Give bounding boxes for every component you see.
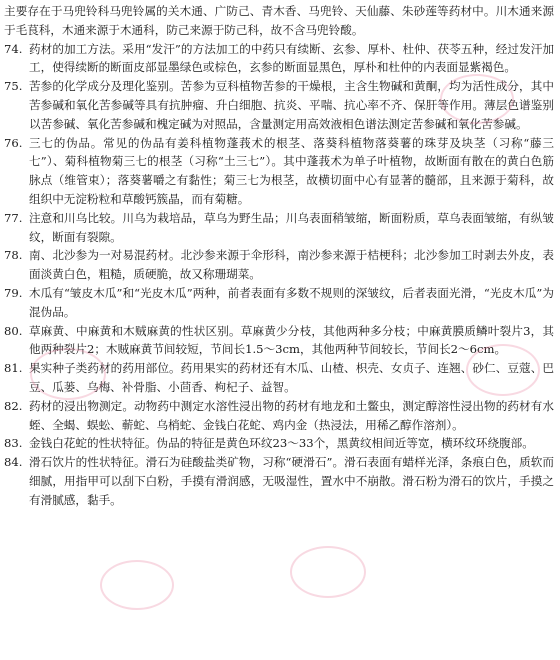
item-number: 76.: [4, 135, 23, 150]
item-text: 苦参的化学成分及理化鉴别。苦参为豆科植物苦参的干燥根，主含生物碱和黄酮，均为活性成分，其中苦参碱和氧化苦参碱等具有抗肿瘤、升白细胞、抗炎、平喘、抗心率不齐、保肝等作用。薄层色谱鉴别以苦参碱、氧化苦参碱和槐定碱为对照品，含量测定用高效液相色谱法测定苦参碱和氧化苦参碱。: [29, 79, 554, 131]
item-number: 80.: [4, 323, 23, 338]
list-item: [4, 359, 554, 397]
list-item: [4, 434, 554, 453]
item-number: 75.: [4, 79, 23, 94]
item-number: 83.: [4, 436, 23, 451]
list-item: [4, 284, 554, 322]
item-text: 木瓜有“皱皮木瓜”和“光皮木瓜”两种，前者表面有多数不规则的深皱纹，后者表面光滑，“光皮木瓜”为混伪品。: [29, 285, 554, 319]
list-item: [4, 246, 554, 284]
list-item: [4, 134, 554, 209]
item-text: 南、北沙参为一对易混药材。北沙参来源于伞形科，南沙参来源于桔梗科；北沙参加工时剥去外皮，表面淡黄白色，粗糙，质硬脆，故又称珊瑚菜。: [29, 248, 554, 282]
item-text: 草麻黄、中麻黄和木贼麻黄的性状区别。草麻黄少分枝，其他两种多分枝；中麻黄膜质鳞叶裂片3，其他两种裂片2；木贼麻黄节间较短，节间长1.5～3cm，其他两种节间较长，节间长2～6cm。: [29, 323, 554, 357]
item-number: 84.: [4, 455, 23, 470]
list-item: [4, 40, 554, 78]
item-number: 79.: [4, 285, 23, 300]
item-number: 78.: [4, 248, 23, 263]
list-item: [4, 453, 554, 509]
item-number: 77.: [4, 210, 23, 225]
item-text: 滑石饮片的性状特征。滑石为硅酸盐类矿物，习称“硬滑石”。滑石表面有蜡样光泽，条痕白色，质软而细腻，用指甲可以刮下白粉，手摸有滑润感，无吸湿性，置水中不崩散。滑石粉为滑石的饮片，手摸之有滑腻感，黏手。: [29, 455, 554, 507]
list-item: [4, 209, 554, 247]
item-text: 主要存在于马兜铃科马兜铃属的关木通、广防己、青木香、马兜铃、天仙藤、朱砂莲等药材中。川木通来源于毛茛科，木通来源于木通科，防己来源于防己科，故不含马兜铃酸。: [4, 4, 554, 37]
list-item: [4, 397, 554, 435]
item-number: 74.: [4, 41, 23, 56]
item-text: 金钱白花蛇的性状特征。伪品的特征是黄色环纹23～33个，黑黄纹相间近等宽，横环纹环绕腹部。: [29, 436, 534, 451]
item-number: 81.: [4, 361, 23, 376]
list-item: [4, 322, 554, 360]
item-text: 三七的伪品。常见的伪品有姜科植物蓬莪术的根茎、落葵科植物落葵薯的珠芽及块茎（习称“藤三七”）、菊科植物菊三七的根茎（习称“土三七”）。其中蓬莪术为单子叶植物，故断面有散在的黄白色筋脉点（维管束）；落葵薯嚼之有黏性；菊三七为根茎，故横切面中心有显著的髓部，且来源于菊科，故组织中无淀粉粒和草酸钙簇晶，而有菊糖。: [29, 135, 554, 206]
list-item: [4, 77, 554, 133]
item-text: 药材的加工方法。采用“发汗”的方法加工的中药只有续断、玄参、厚朴、杜仲、茯苓五种，经过发汗加工，使得续断的断面皮部显墨绿色或棕色，玄参的断面显黑色，厚朴和杜仲的内表面显紫褐色。: [29, 41, 554, 75]
item-text: 注意和川乌比较。川乌为栽培品，草乌为野生品；川乌表面稍皱缩，断面粉质，草乌表面皱缩，有纵皱纹，断面有裂隙。: [29, 210, 554, 244]
list-item: [4, 2, 554, 40]
item-text: 果实种子类药材的药用部位。药用果实的药材还有木瓜、山楂、枳壳、女贞子、连翘、砂仁、豆蔻、巴豆、瓜蒌、乌梅、补骨脂、小茴香、枸杞子、益智。: [29, 361, 554, 394]
item-number: 82.: [4, 398, 23, 413]
item-text: 药材的浸出物测定。动物药中测定水溶性浸出物的药材有地龙和土鳖虫，测定醇溶性浸出物的药材有水蛭、全蝎、蜈蚣、蕲蛇、乌梢蛇、金钱白花蛇、鸡内金（热浸法，用稀乙醇作溶剂）。: [29, 398, 554, 432]
